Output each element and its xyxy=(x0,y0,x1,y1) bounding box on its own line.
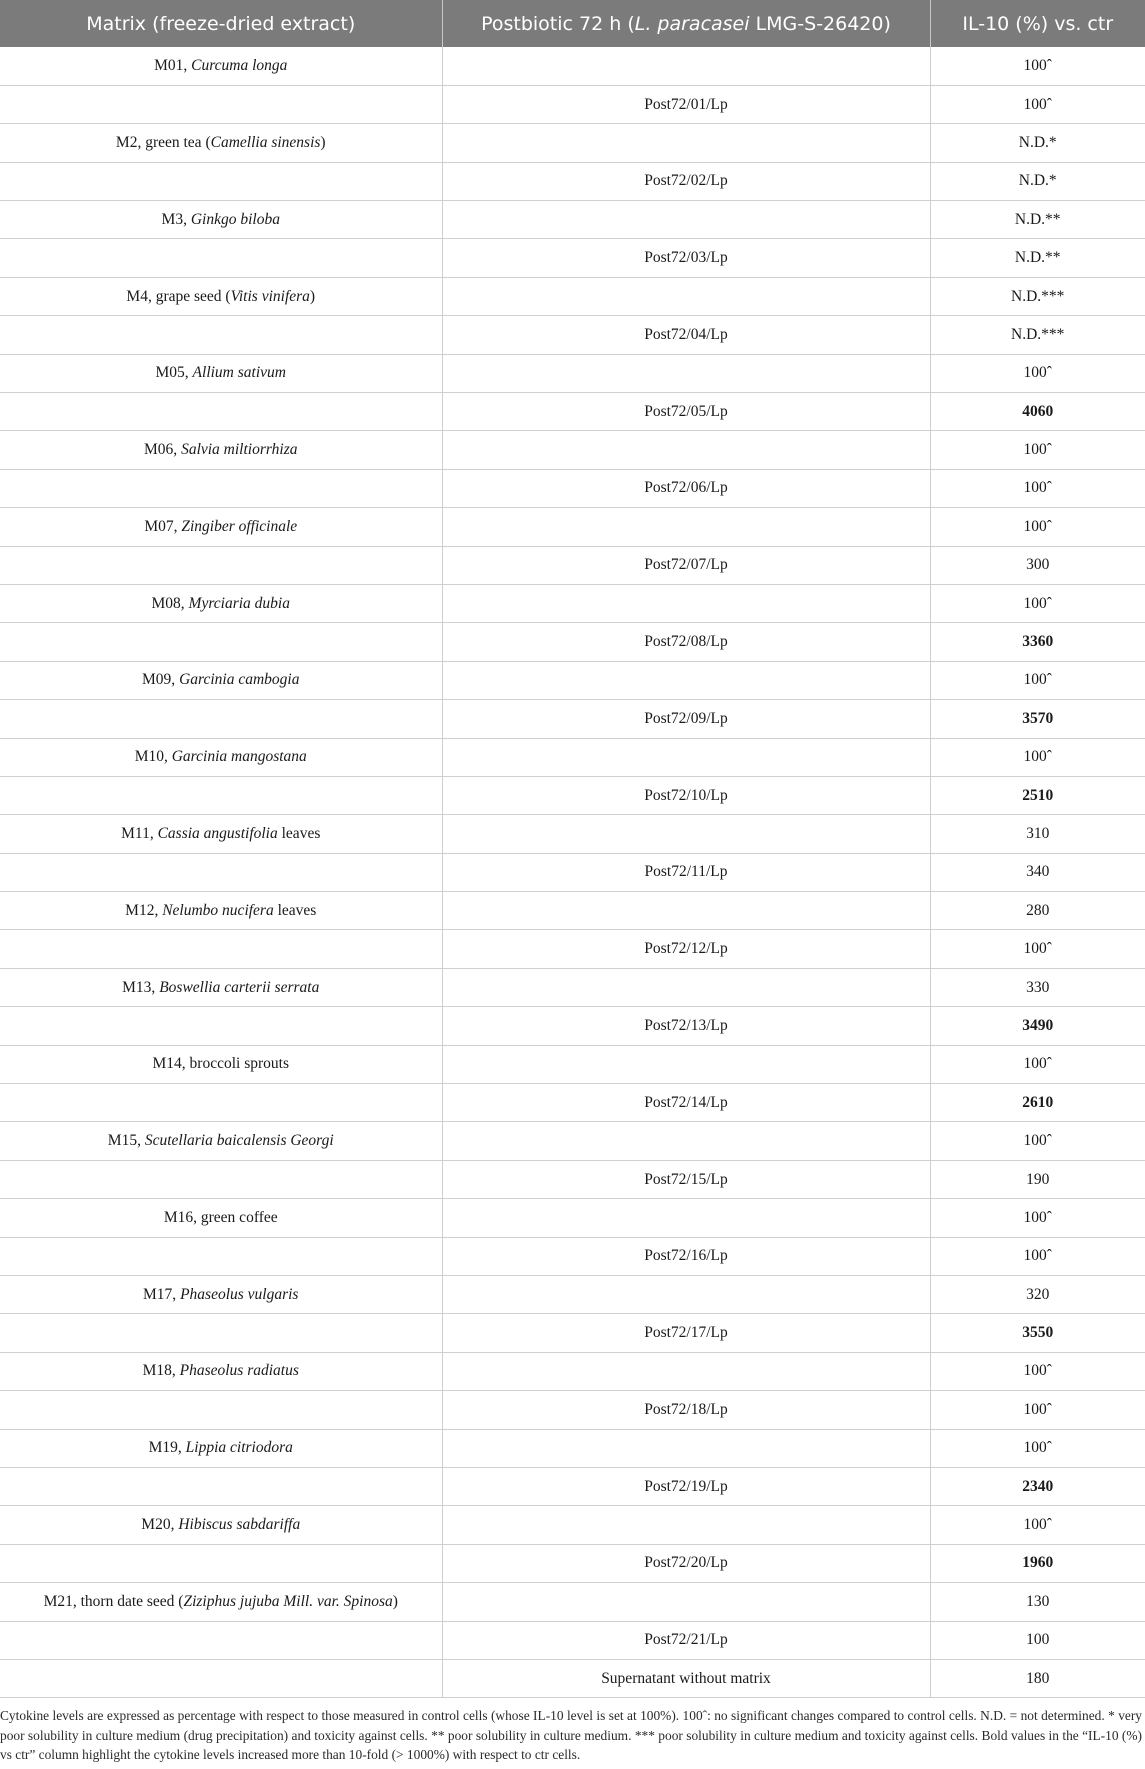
matrix-cell xyxy=(0,393,442,431)
il10-value-cell: 100ˆ xyxy=(930,469,1145,507)
postbiotic-cell xyxy=(442,968,930,1006)
table-row xyxy=(0,1007,1145,1045)
table-row xyxy=(0,815,1145,853)
table-row xyxy=(0,1429,1145,1467)
matrix-cell xyxy=(0,162,442,200)
table-row xyxy=(0,1506,1145,1544)
il10-value-cell: 100ˆ xyxy=(930,508,1145,546)
matrix-cell xyxy=(0,508,442,546)
table-row xyxy=(0,1199,1145,1237)
table-row xyxy=(0,546,1145,584)
postbiotic-cell: Post72/18/Lp xyxy=(442,1391,930,1429)
postbiotic-cell xyxy=(442,47,930,85)
table-row xyxy=(0,776,1145,814)
table-row xyxy=(0,1544,1145,1582)
table-row xyxy=(0,968,1145,1006)
postbiotic-cell xyxy=(442,1199,930,1237)
table-row xyxy=(0,316,1145,354)
matrix-cell xyxy=(0,354,442,392)
header-postbiotic-post: LMG-S-26420) xyxy=(749,12,891,35)
matrix-species-name: Boswellia carterii serrata xyxy=(159,978,320,996)
matrix-name-text: M09, xyxy=(142,671,180,689)
table-row xyxy=(0,700,1145,738)
matrix-name-suffix: ) xyxy=(320,133,326,151)
table-footnote: Cytokine levels are expressed as percentage with respect to those measured in control cells (whose IL-10 level is set at 100%). 100ˆ: no significant changes compared to control cells. N.D. = not determined. * very poor solubility in culture medium (drug precipitation) and toxicity against cells. ** poor solubility in culture medium. *** poor solubility in culture medium and toxicity against cells. Bold values in the “IL-10 (%) vs ctr” column highlight the cytokine levels increased more than 10-fold (> 1000%) with respect to ctr cells. xyxy=(0,1708,1142,1762)
postbiotic-cell: Post72/06/Lp xyxy=(442,469,930,507)
matrix-cell xyxy=(0,1160,442,1198)
matrix-cell xyxy=(0,277,442,315)
matrix-name-text: M05, xyxy=(155,364,193,382)
table-row xyxy=(0,508,1145,546)
table-row xyxy=(0,1314,1145,1352)
postbiotic-cell: Post72/07/Lp xyxy=(442,546,930,584)
matrix-cell xyxy=(0,623,442,661)
matrix-name-text: M16, green coffee xyxy=(163,1208,278,1226)
table-row xyxy=(0,201,1145,239)
postbiotic-cell: Supernatant without matrix xyxy=(442,1659,930,1697)
matrix-species-name: Hibiscus sabdariffa xyxy=(178,1516,301,1534)
postbiotic-cell xyxy=(442,1045,930,1083)
il10-value-cell: 100ˆ xyxy=(930,431,1145,469)
matrix-name-text: M17, xyxy=(143,1285,181,1303)
matrix-cell xyxy=(0,1045,442,1083)
matrix-cell xyxy=(0,239,442,277)
il10-value-cell: 100ˆ xyxy=(930,1199,1145,1237)
matrix-cell xyxy=(0,1659,442,1697)
table-row xyxy=(0,354,1145,392)
il10-value-cell: N.D.* xyxy=(930,162,1145,200)
postbiotic-cell xyxy=(442,1122,930,1160)
matrix-name-text: M20, xyxy=(141,1516,179,1534)
table-row xyxy=(0,277,1145,315)
matrix-name-text: M13, xyxy=(122,978,160,996)
matrix-name-text: M06, xyxy=(144,441,182,459)
postbiotic-cell: Post72/20/Lp xyxy=(442,1544,930,1582)
table-row xyxy=(0,1084,1145,1122)
matrix-name-text: M07, xyxy=(144,517,182,535)
postbiotic-cell: Post72/11/Lp xyxy=(442,853,930,891)
matrix-name-suffix: leaves xyxy=(277,825,321,842)
postbiotic-cell xyxy=(442,431,930,469)
il10-value-cell: 3570 xyxy=(930,700,1145,738)
postbiotic-cell xyxy=(442,1276,930,1314)
matrix-cell xyxy=(0,661,442,699)
il10-value-cell: N.D.* xyxy=(930,124,1145,162)
postbiotic-cell xyxy=(442,1506,930,1544)
table-row xyxy=(0,124,1145,162)
postbiotic-cell: Post72/19/Lp xyxy=(442,1467,930,1505)
header-row xyxy=(0,0,1145,47)
matrix-name-text: M19, xyxy=(148,1439,186,1457)
il10-value-cell: 300 xyxy=(930,546,1145,584)
matrix-cell xyxy=(0,700,442,738)
il10-value-cell: N.D.** xyxy=(930,201,1145,239)
il10-value-cell: 100ˆ xyxy=(930,1122,1145,1160)
header-postbiotic xyxy=(442,0,930,47)
il10-value-cell: 100ˆ xyxy=(930,930,1145,968)
table-row xyxy=(0,1045,1145,1083)
matrix-species-name: Myrciaria dubia xyxy=(188,594,290,612)
postbiotic-cell xyxy=(442,201,930,239)
il10-value-cell: 180 xyxy=(930,1659,1145,1697)
table-row xyxy=(0,1352,1145,1390)
header-postbiotic-pre: Postbiotic 72 h ( xyxy=(481,12,635,35)
postbiotic-cell: Post72/17/Lp xyxy=(442,1314,930,1352)
table-row xyxy=(0,892,1145,930)
header-postbiotic-species: L. paracasei xyxy=(634,12,750,35)
il10-value-cell: 100ˆ xyxy=(930,738,1145,776)
matrix-name-suffix: ) xyxy=(309,287,316,305)
matrix-name-text: M2, green tea ( xyxy=(115,133,211,151)
matrix-cell xyxy=(0,1237,442,1275)
table-row xyxy=(0,1621,1145,1659)
matrix-species-name: Nelumbo nucifera xyxy=(162,901,274,919)
matrix-name-text: M10, xyxy=(134,748,172,766)
il10-value-cell: 100ˆ xyxy=(930,1429,1145,1467)
matrix-name-text: M4, grape seed ( xyxy=(126,287,231,305)
matrix-species-name: Salvia miltiorrhiza xyxy=(181,441,298,459)
matrix-cell xyxy=(0,201,442,239)
matrix-species-name: Cassia angustifolia xyxy=(157,825,278,842)
matrix-cell xyxy=(0,431,442,469)
il10-value-cell: 2340 xyxy=(930,1467,1145,1505)
il10-value-cell: 100ˆ xyxy=(930,1391,1145,1429)
header-matrix: Matrix (freeze-dried extract) xyxy=(0,0,442,47)
matrix-cell xyxy=(0,1391,442,1429)
postbiotic-cell xyxy=(442,354,930,392)
matrix-species-name: Zingiber officinale xyxy=(181,517,298,535)
postbiotic-cell xyxy=(442,1583,930,1621)
matrix-cell xyxy=(0,469,442,507)
il10-value-cell: N.D.** xyxy=(930,239,1145,277)
table-row xyxy=(0,930,1145,968)
matrix-name-text: M18, xyxy=(142,1362,180,1380)
il10-value-cell: 280 xyxy=(930,892,1145,930)
postbiotic-cell: Post72/08/Lp xyxy=(442,623,930,661)
table-row xyxy=(0,239,1145,277)
table-row xyxy=(0,85,1145,123)
matrix-cell xyxy=(0,738,442,776)
table-row xyxy=(0,1237,1145,1275)
postbiotic-cell: Post72/14/Lp xyxy=(442,1084,930,1122)
matrix-species-name: Lippia citriodora xyxy=(185,1439,293,1457)
header-il10: IL-10 (%) vs. ctr xyxy=(962,12,1114,35)
il10-value-cell: 190 xyxy=(930,1160,1145,1198)
matrix-species-name: Camellia sinensis xyxy=(210,133,321,151)
il10-value-cell: 310 xyxy=(930,815,1145,853)
matrix-name-text: M11, xyxy=(121,825,158,842)
matrix-cell xyxy=(0,776,442,814)
table-row xyxy=(0,469,1145,507)
table-row xyxy=(0,431,1145,469)
table-row xyxy=(0,623,1145,661)
matrix-cell xyxy=(0,85,442,123)
postbiotic-cell xyxy=(442,738,930,776)
matrix-species-name: Phaseolus radiatus xyxy=(179,1362,299,1380)
postbiotic-cell: Post72/09/Lp xyxy=(442,700,930,738)
matrix-cell xyxy=(0,930,442,968)
postbiotic-cell: Post72/01/Lp xyxy=(442,85,930,123)
table-row xyxy=(0,853,1145,891)
il10-value-cell: 100ˆ xyxy=(930,584,1145,622)
matrix-cell xyxy=(0,1506,442,1544)
matrix-species-name: Phaseolus vulgaris xyxy=(180,1285,299,1303)
table-row xyxy=(0,47,1145,85)
il10-value-cell: 2610 xyxy=(930,1084,1145,1122)
il10-value-cell: 100ˆ xyxy=(930,1352,1145,1390)
matrix-species-name: Garcinia mangostana xyxy=(171,748,307,766)
il10-value-cell: 100ˆ xyxy=(930,85,1145,123)
matrix-cell xyxy=(0,47,442,85)
matrix-cell xyxy=(0,1122,442,1160)
matrix-species-name: Curcuma longa xyxy=(191,56,288,74)
matrix-cell xyxy=(0,1621,442,1659)
matrix-cell xyxy=(0,1429,442,1467)
il10-value-cell: 100ˆ xyxy=(930,1237,1145,1275)
matrix-name-text: M12, xyxy=(125,901,163,919)
postbiotic-cell: Post72/13/Lp xyxy=(442,1007,930,1045)
matrix-cell xyxy=(0,892,442,930)
matrix-name-text: M15, xyxy=(107,1132,145,1150)
matrix-cell xyxy=(0,1467,442,1505)
matrix-name-text: M14, broccoli sprouts xyxy=(152,1055,289,1073)
postbiotic-cell: Post72/03/Lp xyxy=(442,239,930,277)
table-row xyxy=(0,1391,1145,1429)
matrix-species-name: Ziziphus jujuba Mill. var. Spinosa xyxy=(183,1592,393,1610)
postbiotic-cell: Post72/02/Lp xyxy=(442,162,930,200)
il10-value-cell: 100 xyxy=(930,1621,1145,1659)
postbiotic-cell xyxy=(442,124,930,162)
il10-value-cell: 100ˆ xyxy=(930,1045,1145,1083)
il10-value-cell: 4060 xyxy=(930,393,1145,431)
matrix-cell xyxy=(0,1276,442,1314)
matrix-species-name: Ginkgo biloba xyxy=(190,210,280,228)
table-row xyxy=(0,1583,1145,1621)
table-row xyxy=(0,1160,1145,1198)
table-row xyxy=(0,1122,1145,1160)
matrix-name-suffix: leaves xyxy=(273,901,317,919)
postbiotic-cell xyxy=(442,892,930,930)
il10-value-cell: 320 xyxy=(930,1276,1145,1314)
table-row xyxy=(0,162,1145,200)
il10-value-cell: 330 xyxy=(930,968,1145,1006)
table-row xyxy=(0,738,1145,776)
il10-value-cell: 100ˆ xyxy=(930,47,1145,85)
table-header xyxy=(0,0,1145,47)
matrix-cell xyxy=(0,853,442,891)
matrix-species-name: Allium sativum xyxy=(192,364,286,382)
table-body xyxy=(0,47,1145,1698)
table-row xyxy=(0,584,1145,622)
postbiotic-cell: Post72/16/Lp xyxy=(442,1237,930,1275)
postbiotic-cell: Post72/10/Lp xyxy=(442,776,930,814)
il10-value-cell: 100ˆ xyxy=(930,354,1145,392)
matrix-cell xyxy=(0,1199,442,1237)
matrix-name-text: M01, xyxy=(154,56,192,74)
table-row xyxy=(0,661,1145,699)
table-row xyxy=(0,393,1145,431)
postbiotic-cell: Post72/15/Lp xyxy=(442,1160,930,1198)
il10-value-cell: N.D.*** xyxy=(930,277,1145,315)
postbiotic-cell xyxy=(442,277,930,315)
matrix-cell xyxy=(0,584,442,622)
postbiotic-cell xyxy=(442,815,930,853)
matrix-cell xyxy=(0,1352,442,1390)
postbiotic-cell xyxy=(442,584,930,622)
table-row xyxy=(0,1467,1145,1505)
il10-value-cell: 3550 xyxy=(930,1314,1145,1352)
matrix-cell xyxy=(0,1007,442,1045)
il10-value-cell: 100ˆ xyxy=(930,1506,1145,1544)
il10-value-cell: N.D.*** xyxy=(930,316,1145,354)
postbiotic-cell xyxy=(442,1352,930,1390)
table-row xyxy=(0,1659,1145,1697)
il10-value-cell: 3490 xyxy=(930,1007,1145,1045)
postbiotic-cell xyxy=(442,508,930,546)
il10-value-cell: 1960 xyxy=(930,1544,1145,1582)
postbiotic-cell: Post72/12/Lp xyxy=(442,930,930,968)
postbiotic-cell: Post72/21/Lp xyxy=(442,1621,930,1659)
matrix-cell xyxy=(0,1544,442,1582)
il10-value-cell: 2510 xyxy=(930,776,1145,814)
matrix-cell xyxy=(0,546,442,584)
postbiotic-cell: Post72/05/Lp xyxy=(442,393,930,431)
il10-value-cell: 130 xyxy=(930,1583,1145,1621)
il10-value-cell: 3360 xyxy=(930,623,1145,661)
matrix-name-text: M08, xyxy=(151,594,189,612)
matrix-cell xyxy=(0,968,442,1006)
matrix-species-name: Scutellaria baicalensis Georgi xyxy=(144,1132,334,1150)
matrix-species-name: Garcinia cambogia xyxy=(179,671,300,689)
postbiotic-cell: Post72/04/Lp xyxy=(442,316,930,354)
il10-value-cell: 340 xyxy=(930,853,1145,891)
matrix-cell xyxy=(0,1314,442,1352)
table-row xyxy=(0,1276,1145,1314)
il10-value-cell: 100ˆ xyxy=(930,661,1145,699)
matrix-name-suffix: ) xyxy=(392,1592,398,1610)
matrix-cell xyxy=(0,815,442,853)
matrix-cell xyxy=(0,124,442,162)
matrix-cell xyxy=(0,1583,442,1621)
matrix-cell xyxy=(0,316,442,354)
matrix-name-text: M21, thorn date seed ( xyxy=(43,1592,184,1610)
postbiotic-cell xyxy=(442,1429,930,1467)
matrix-cell xyxy=(0,1084,442,1122)
matrix-species-name: Vitis vinifera xyxy=(230,287,310,305)
postbiotic-cell xyxy=(442,661,930,699)
matrix-name-text: M3, xyxy=(161,210,191,228)
